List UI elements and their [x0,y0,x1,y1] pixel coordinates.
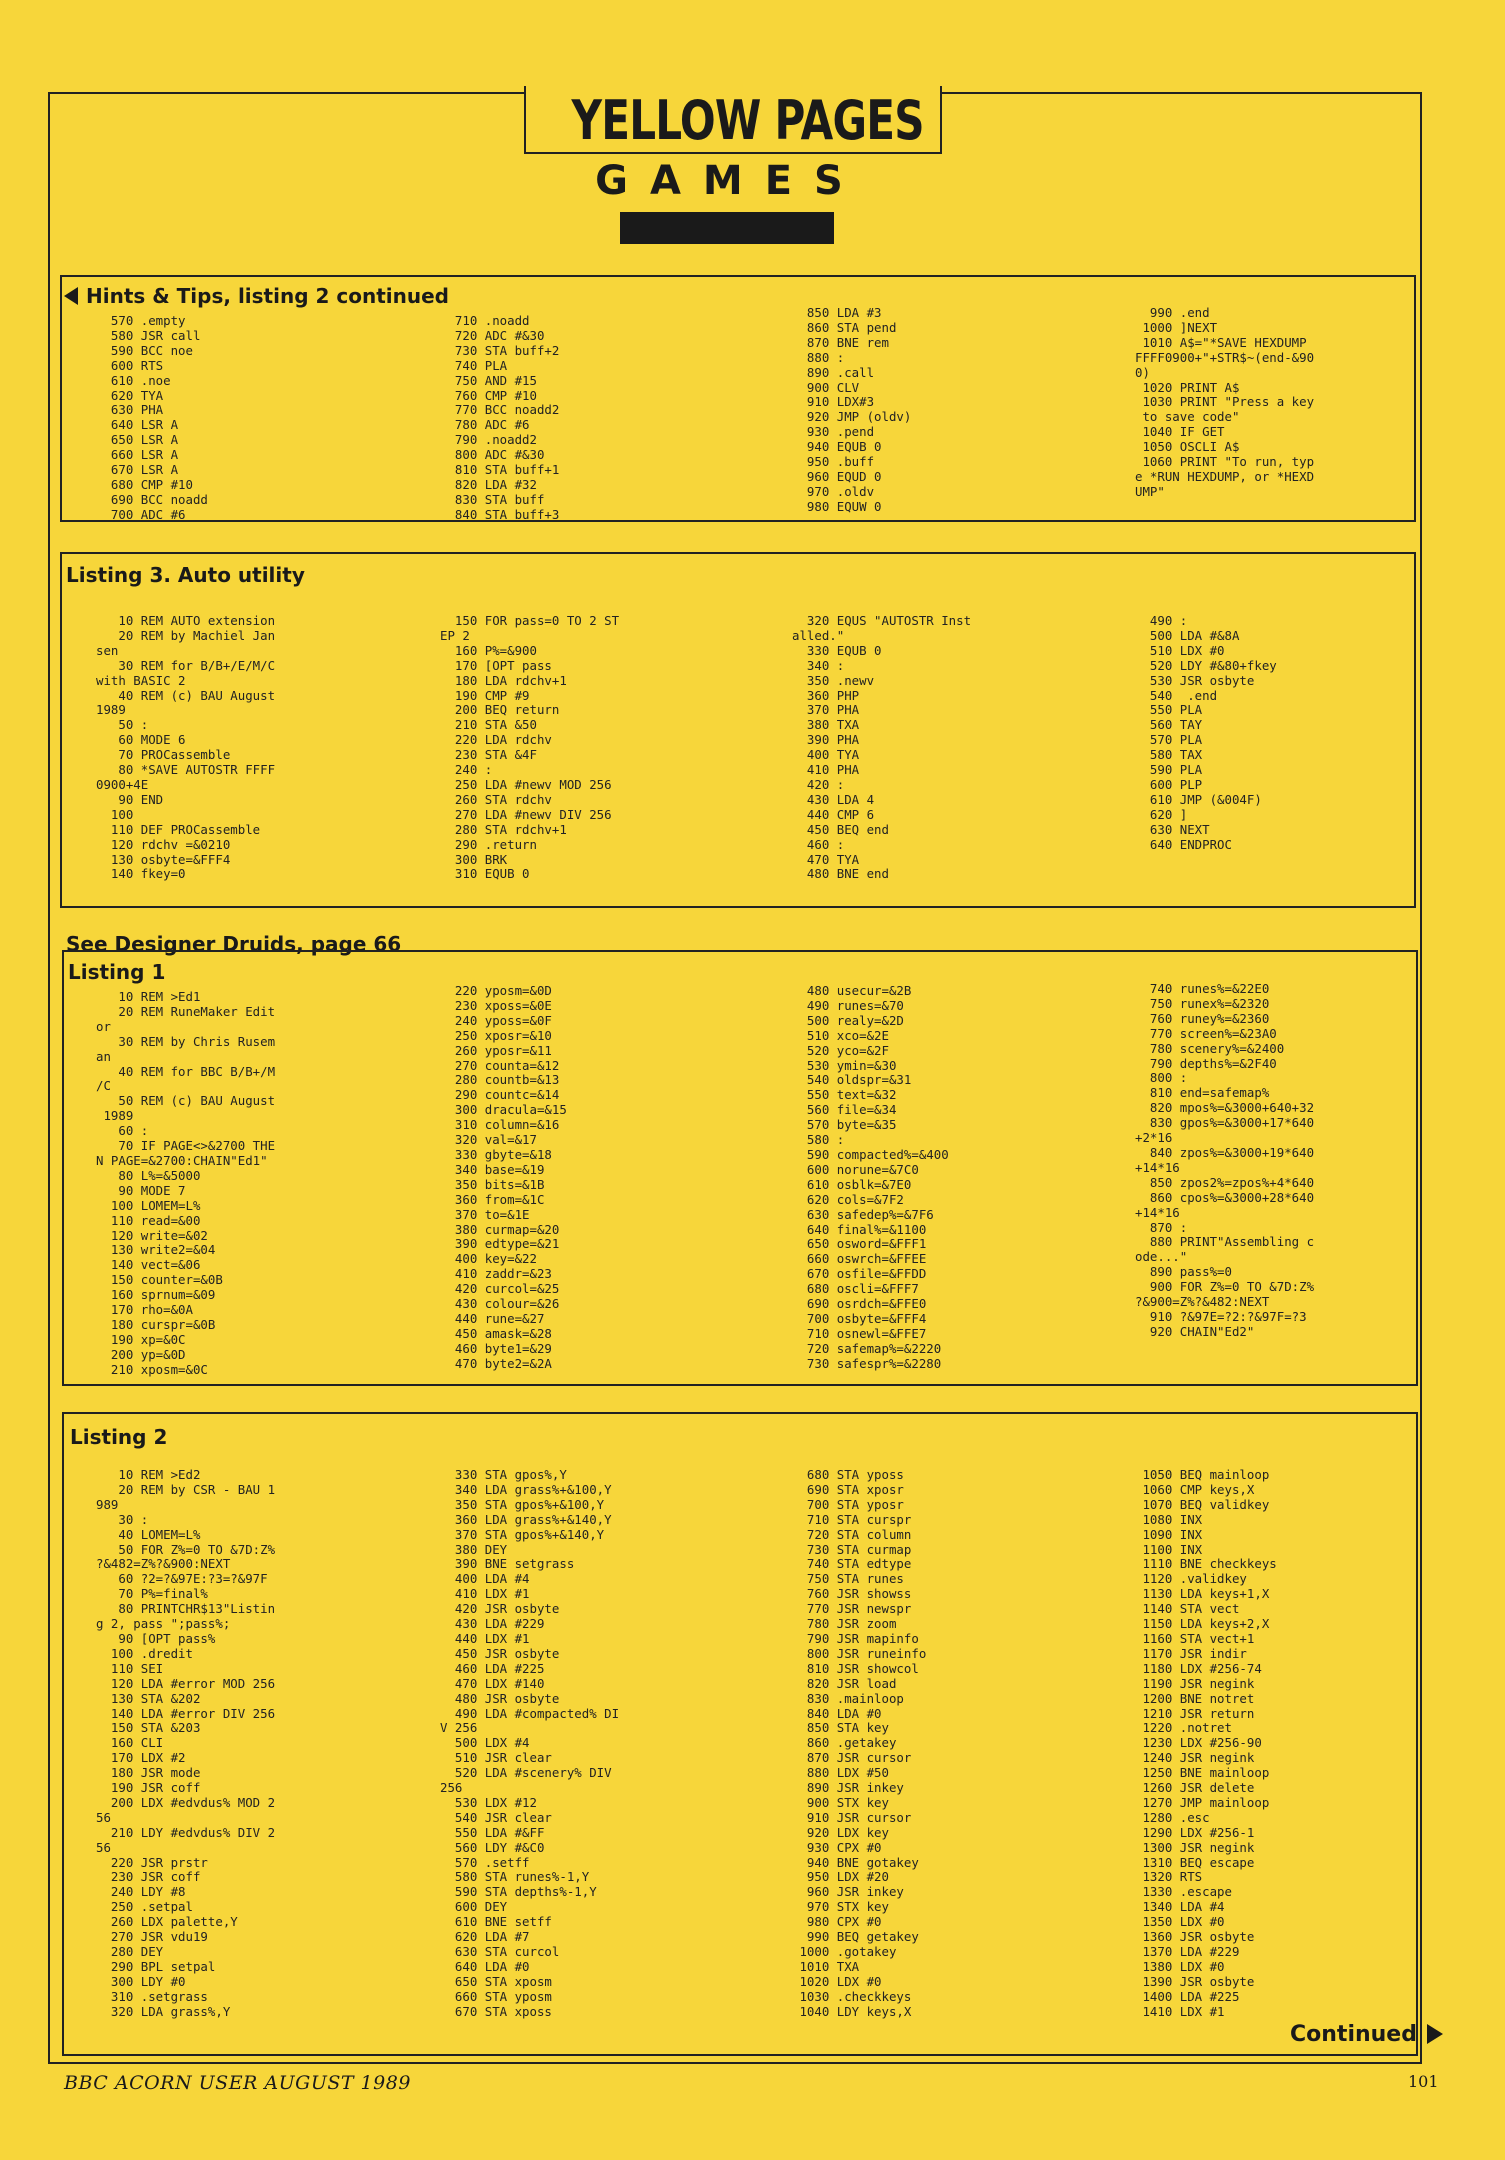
designer-col-3: 480 usecur=&2B 490 runes=&70 500 realy=&2D 510 xco=&2E 520 yco=&2F 530 ymin=&30 540 oldspr=&31 550 text=&32 560 file=&34 570 byte=&35 580 : 590 compacted%=&400 600 norune=&7C0 610 osblk=&7E0 620 cols=&7F2 630 safedep%=&7F6 640 final%=&1100 650 osword=&FFF1 660 oswrch=&FFEE 670 osfile=&FFDD 680 oscli=&FFF7 690 osrdch=&FFE0 700 osbyte=&FFF4 710 osnewl=&FFE7 720 safemap%=&2220 730 safespr%=&2280 [806,983,949,1371]
masthead-title: YELLOW PAGES [571,89,924,152]
section-subtitle: GAMES [595,158,865,204]
auto-col-3: 320 EQUS "AUTOSTR Inst alled." 330 EQUB 0 340 : 350 .newv 360 PHP 370 PHA 380 TXA 390 PHA 400 TYA 410 PHA 420 : 430 LDA 4 440 CMP 6 450 BEQ end 460 : 470 TYA 480 BNE end [792,613,972,882]
listing1-heading: Listing 1 [68,960,166,984]
listing2-col-3: 680 STA yposs 690 STA xposr 700 STA yposr 710 STA curspr 720 STA column 730 STA curmap 740 STA edtype 750 STA runes 760 JSR showss 770 JSR newspr 780 JSR zoom 790 JSR mapinfo 800 JSR runeinfo 810 JSR showcol 820 JSR load 830 .mainloop 840 LDA #0 850 STA key 860 .getakey 870 JSR cursor 880 LDX #50 890 JSR inkey 900 STX key 910 JSR cursor 920 LDX key 930 CPX #0 940 BNE gotakey 950 LDX #20 960 JSR inkey 970 STX key 980 CPX #0 990 BEQ getakey 1000 .gotakey 1010 TXA 1020 LDX #0 1030 .checkkeys 1040 LDY keys,X [799,1467,927,2019]
continued-text: Continued [1290,2022,1417,2047]
listing2-col-2: 330 STA gpos%,Y 340 LDA grass%+&100,Y 350 STA gpos%+&100,Y 360 LDA grass%+&140,Y 370 STA gpos%+&140,Y 380 DEY 390 BNE setgrass 400 LDA #4 410 LDX #1 420 JSR osbyte 430 LDA #229 440 LDX #1 450 JSR osbyte 460 LDA #225 470 LDX #140 480 JSR osbyte 490 LDA #compacted% DI V 256 500 LDX #4 510 JSR clear 520 LDA #scenery% DIV 256 530 LDX #12 540 JSR clear 550 LDA #&FF 560 LDY #&C0 570 .setff 580 STA runes%-1,Y 590 STA depths%-1,Y 600 DEY 610 BNE setff 620 LDA #7 630 STA curcol 640 LDA #0 650 STA xposm 660 STA yposm 670 STA xposs [440,1467,620,2019]
arrow-right-icon [1427,2024,1443,2044]
masthead [524,86,942,154]
auto-heading: Listing 3. Auto utility [66,563,305,587]
auto-col-1: 10 REM AUTO extension 20 REM by Machiel Jan sen 30 REM for B/B+/E/M/C with BASIC 2 40 REM (c) BAU August 1989 50 : 60 MODE 6 70 PROCassemble 80 *SAVE AUTOSTR FFFF 0900+4E 90 END 100 110 DEF PROCassemble 120 rdchv =&0210 130 osbyte=&FFF4 140 fkey=0 [96,613,276,882]
listing2-col-1: 10 REM >Ed2 20 REM by CSR - BAU 1 989 30 : 40 LOMEM=L% 50 FOR Z%=0 TO &7D:Z% ?&482=Z%?&900:NEXT 60 ?2=?&97E:?3=?&97F 70 P%=final% 80 PRINTCHR$13"Listin g 2, pass ";pass%; 90 [OPT pass% 100 .dredit 110 SEI 120 LDA #error MOD 256 130 STA &202 140 LDA #error DIV 256 150 STA &203 160 CLI 170 LDX #2 180 JSR mode 190 JSR coff 200 LDX #edvdus% MOD 2 56 210 LDY #edvdus% DIV 2 56 220 JSR prstr 230 JSR coff 240 LDY #8 250 .setpal 260 LDX palette,Y 270 JSR vdu19 280 DEY 290 BPL setpal 300 LDY #0 310 .setgrass 320 LDA grass%,Y [96,1467,276,2019]
listing2-heading: Listing 2 [70,1425,168,1449]
listing2-col-4: 1050 BEQ mainloop 1060 CMP keys,X 1070 BEQ validkey 1080 INX 1090 INX 1100 INX 1110 BNE checkkeys 1120 .validkey 1130 LDA keys+1,X 1140 STA vect 1150 LDA keys+2,X 1160 STA vect+1 1170 JSR indir 1180 LDX #256-74 1190 JSR negink 1200 BNE notret 1210 JSR return 1220 .notret 1230 LDX #256-90 1240 JSR negink 1250 BNE mainloop 1260 JSR delete 1270 JMP mainloop 1280 .esc 1290 LDX #256-1 1300 JSR negink 1310 BEQ escape 1320 RTS 1330 .escape 1340 LDA #4 1350 LDX #0 1360 JSR osbyte 1370 LDA #229 1380 LDX #0 1390 JSR osbyte 1400 LDA #225 1410 LDX #1 [1142,1467,1277,2019]
designer-heading: See Designer Druids, page 66 [66,932,402,956]
auto-col-2: 150 FOR pass=0 TO 2 ST EP 2 160 P%=&900 170 [OPT pass 180 LDA rdchv+1 190 CMP #9 200 BEQ return 210 STA &50 220 LDA rdchv 230 STA &4F 240 : 250 LDA #newv MOD 256 260 STA rdchv 270 LDA #newv DIV 256 280 STA rdchv+1 290 .return 300 BRK 310 EQUB 0 [440,613,620,882]
hints-col-4: 990 .end 1000 ]NEXT 1010 A$="*SAVE HEXDUMP FFFF0900+"+STR$~(end-&90 0) 1020 PRINT A$ 1030 PRINT "Press a key to save code" 1040 IF GET 1050 OSCLI A$ 1060 PRINT "To run, typ e *RUN HEXDUMP, or *HEXD UMP" [1135,305,1315,499]
hints-col-2: 710 .noadd 720 ADC #&30 730 STA buff+2 740 PLA 750 AND #15 760 CMP #10 770 BCC noadd2 780 ADC #6 790 .noadd2 800 ADC #&30 810 STA buff+1 820 LDA #32 830 STA buff 840 STA buff+3 [454,313,560,522]
masthead-bar [620,212,834,244]
designer-col-4: 740 runes%=&22E0 750 runex%=&2320 760 runey%=&2360 770 screen%=&23A0 780 scenery%=&2400 790 depths%=&2F40 800 : 810 end=safemap% 820 mpos%=&3000+640+32 830 gpos%=&3000+17*640 +2*16 840 zpos%=&3000+19*640 +14*16 850 zpos2%=zpos%+4*640 860 cpos%=&3000+28*640 +14*16 870 : 880 PRINT"Assembling c ode..." 890 pass%=0 900 FOR Z%=0 TO &7D:Z% ?&900=Z%?&482:NEXT 910 ?&97E=?2:?&97F=?3 920 CHAIN"Ed2" [1135,981,1315,1339]
hints-heading-text: Hints & Tips, listing 2 continued [86,284,449,308]
hints-col-3: 850 LDA #3 860 STA pend 870 BNE rem 880 : 890 .call 900 CLV 910 LDX#3 920 JMP (oldv) 930 .pend 940 EQUB 0 950 .buff 960 EQUD 0 970 .oldv 980 EQUW 0 [806,305,912,514]
magazine-footer: BBC ACORN USER AUGUST 1989 [64,2072,411,2094]
designer-col-1: 10 REM >Ed1 20 REM RuneMaker Edit or 30 REM by Chris Rusem an 40 REM for BBC B/B+/M /C 50 REM (c) BAU August 1989 60 : 70 IF PAGE<>&2700 THE N PAGE=&2700:CHAIN"Ed1" 80 L%=&5000 90 MODE 7 100 LOMEM=L% 110 read=&00 120 write=&02 130 write2=&04 140 vect=&06 150 counter=&0B 160 sprnum=&09 170 rho=&0A 180 curspr=&0B 190 xp=&0C 200 yp=&0D 210 xposm=&0C [96,989,276,1377]
page-number: 101 [1408,2072,1439,2091]
auto-col-4: 490 : 500 LDA #&8A 510 LDX #0 520 LDY #&80+fkey 530 JSR osbyte 540 .end 550 PLA 560 TAY 570 PLA 580 TAX 590 PLA 600 PLP 610 JMP (&004F) 620 ] 630 NEXT 640 ENDPROC [1149,613,1277,852]
hints-col-1: 570 .empty 580 JSR call 590 BCC noe 600 RTS 610 .noe 620 TYA 630 PHA 640 LSR A 650 LSR A 660 LSR A 670 LSR A 680 CMP #10 690 BCC noadd 700 ADC #6 [110,313,208,522]
continued-label [1290,2022,1443,2047]
designer-col-2: 220 yposm=&0D 230 xposs=&0E 240 yposs=&0F 250 xposr=&10 260 yposr=&11 270 counta=&12 280 countb=&13 290 countc=&14 300 dracula=&15 310 column=&16 320 val=&17 330 gbyte=&18 340 base=&19 350 bits=&1B 360 from=&1C 370 to=&1E 380 curmap=&20 390 edtype=&21 400 key=&22 410 zaddr=&23 420 curcol=&25 430 colour=&26 440 rune=&27 450 amask=&28 460 byte1=&29 470 byte2=&2A [454,983,567,1371]
